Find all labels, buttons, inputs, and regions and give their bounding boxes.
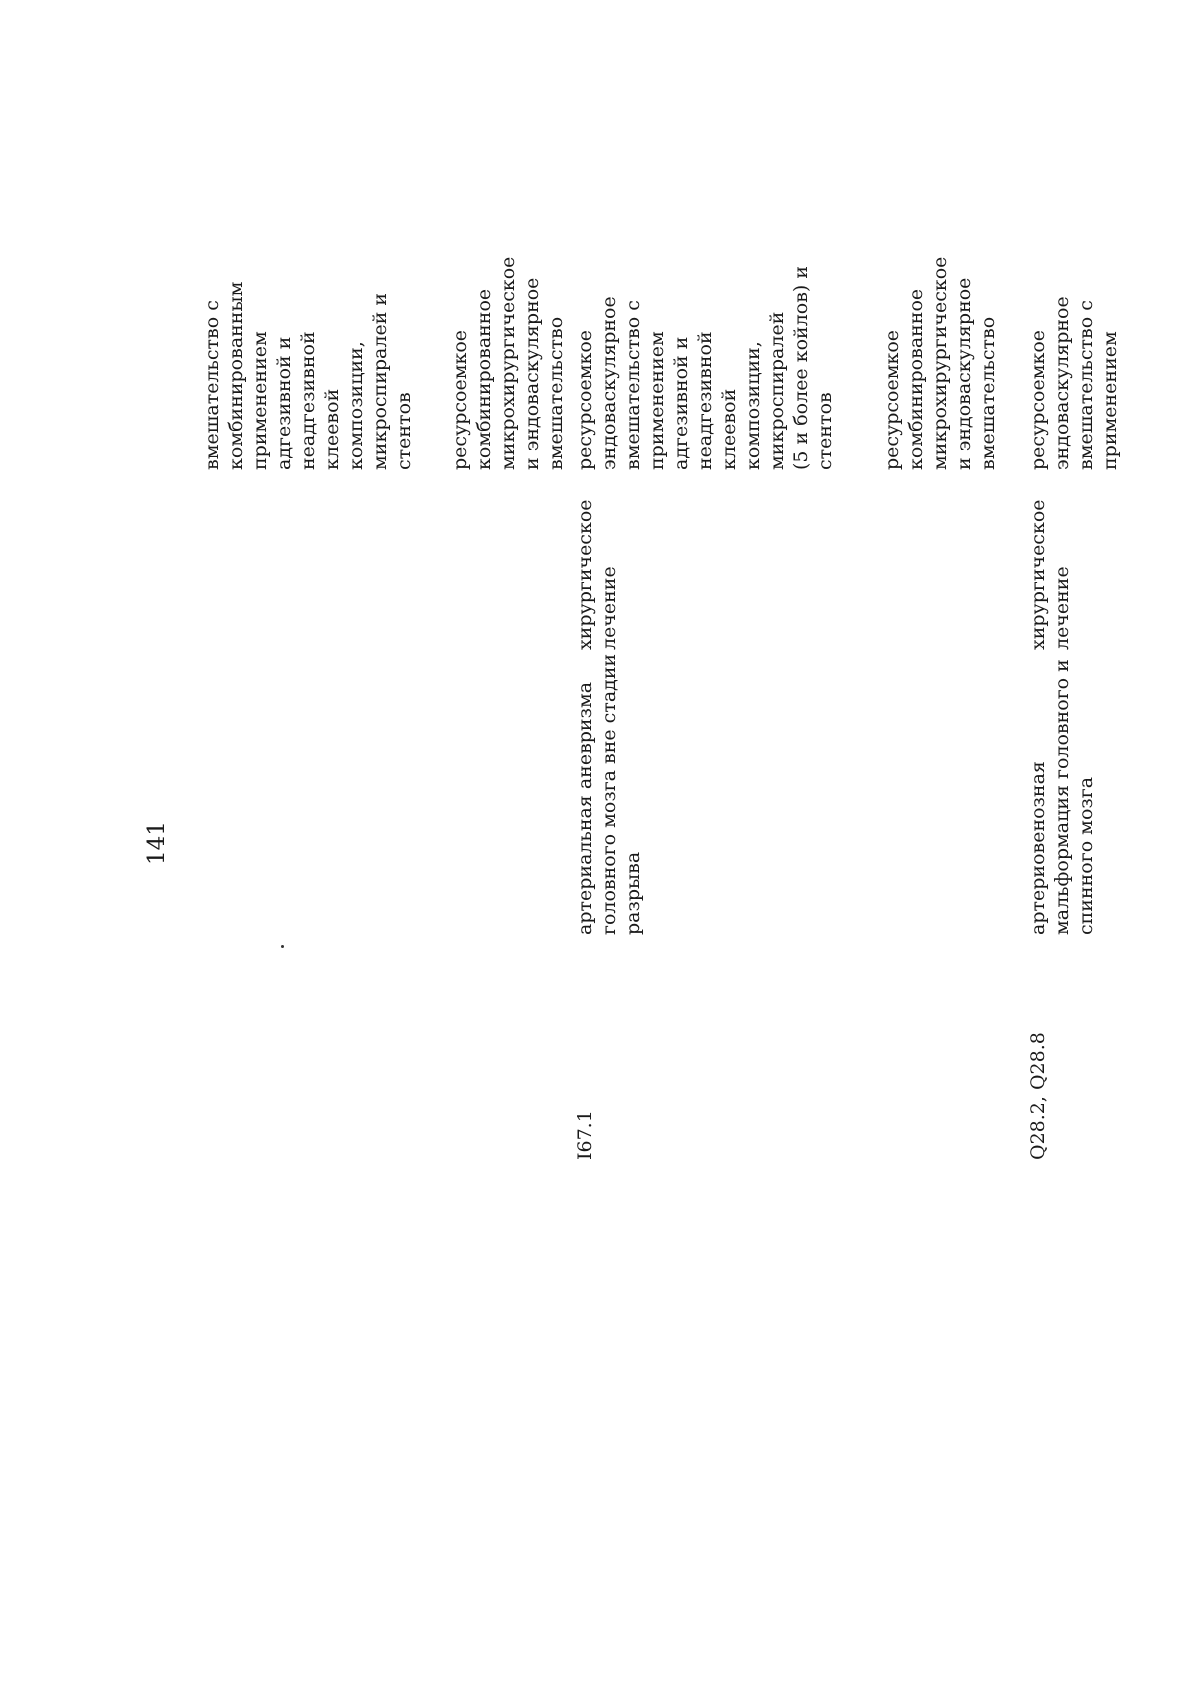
text-line: стентов bbox=[814, 392, 836, 470]
text-line: вмешательство bbox=[545, 316, 567, 470]
text-line: неадгезивной bbox=[694, 331, 716, 470]
text-line: композиции, bbox=[345, 341, 367, 470]
text-line: адгезивной и bbox=[273, 336, 295, 470]
cont-intervention-cell bbox=[200, 282, 416, 470]
text-line: применением bbox=[249, 331, 271, 470]
text-line: эндоваскулярное bbox=[598, 296, 620, 470]
text-line: применением bbox=[1099, 331, 1121, 470]
text-line: лечение bbox=[598, 566, 620, 650]
text-line: клеевой bbox=[718, 388, 740, 470]
text-line: (5 и более койлов) и bbox=[790, 265, 812, 470]
text-line: Q28.2, Q28.8 bbox=[1027, 1032, 1049, 1160]
text-line: микрохирургическое bbox=[497, 256, 519, 470]
text-line: ресурсоемкое bbox=[574, 329, 596, 470]
text-line: композиции, bbox=[742, 341, 764, 470]
text-line: адгезивной и bbox=[670, 336, 692, 470]
text-line: вмешательство bbox=[977, 316, 999, 470]
row-2-method-1 bbox=[880, 257, 1000, 470]
text-line: ресурсоемкое bbox=[1027, 329, 1049, 470]
text-line: микроспиралей bbox=[766, 311, 788, 470]
text-line: ресурсоемкое bbox=[449, 329, 471, 470]
text-line: эндоваскулярное bbox=[1051, 296, 1073, 470]
row-1-method-2 bbox=[573, 266, 837, 470]
text-line: и эндоваскулярное bbox=[521, 277, 543, 470]
text-line: разрыва bbox=[622, 851, 644, 935]
text-line: вмешательство с bbox=[201, 300, 223, 470]
scan-speck bbox=[281, 945, 284, 948]
text-line: комбинированное bbox=[905, 288, 927, 470]
text-line: комбинированным bbox=[225, 281, 247, 470]
text-line: неадгезивной bbox=[297, 331, 319, 470]
text-line: спинного мозга bbox=[1075, 776, 1097, 935]
row-1-method-1 bbox=[448, 257, 568, 470]
row-2-treatment bbox=[1026, 499, 1074, 650]
text-line: применением bbox=[646, 331, 668, 470]
row-2-method-2 bbox=[1026, 296, 1122, 470]
text-line: I67.1 bbox=[574, 1110, 596, 1160]
text-line: микрохирургическое bbox=[929, 256, 951, 470]
row-1-code bbox=[573, 1110, 597, 1160]
text-line: вмешательство с bbox=[1075, 300, 1097, 470]
text-line: хирургическое bbox=[1027, 499, 1049, 650]
text-line: стентов bbox=[393, 392, 415, 470]
text-line: артериальная аневризма bbox=[574, 681, 596, 935]
text-line: мальформация головного и bbox=[1051, 659, 1073, 935]
text-line: лечение bbox=[1051, 566, 1073, 650]
text-line: комбинированное bbox=[473, 288, 495, 470]
text-line: клеевой bbox=[321, 388, 343, 470]
text-line: артериовенозная bbox=[1027, 761, 1049, 935]
row-2-diagnosis bbox=[1026, 659, 1098, 935]
text-line: микроспиралей и bbox=[369, 292, 391, 470]
row-2-code bbox=[1026, 1032, 1050, 1160]
text-line: вмешательство с bbox=[622, 300, 644, 470]
text-line: и эндоваскулярное bbox=[953, 277, 975, 470]
text-line: хирургическое bbox=[574, 499, 596, 650]
row-1-diagnosis bbox=[573, 654, 645, 935]
row-1-treatment bbox=[573, 499, 621, 650]
text-line: ресурсоемкое bbox=[881, 329, 903, 470]
page-number: 141 bbox=[144, 821, 170, 865]
text-line: головного мозга вне стадии bbox=[598, 653, 620, 935]
